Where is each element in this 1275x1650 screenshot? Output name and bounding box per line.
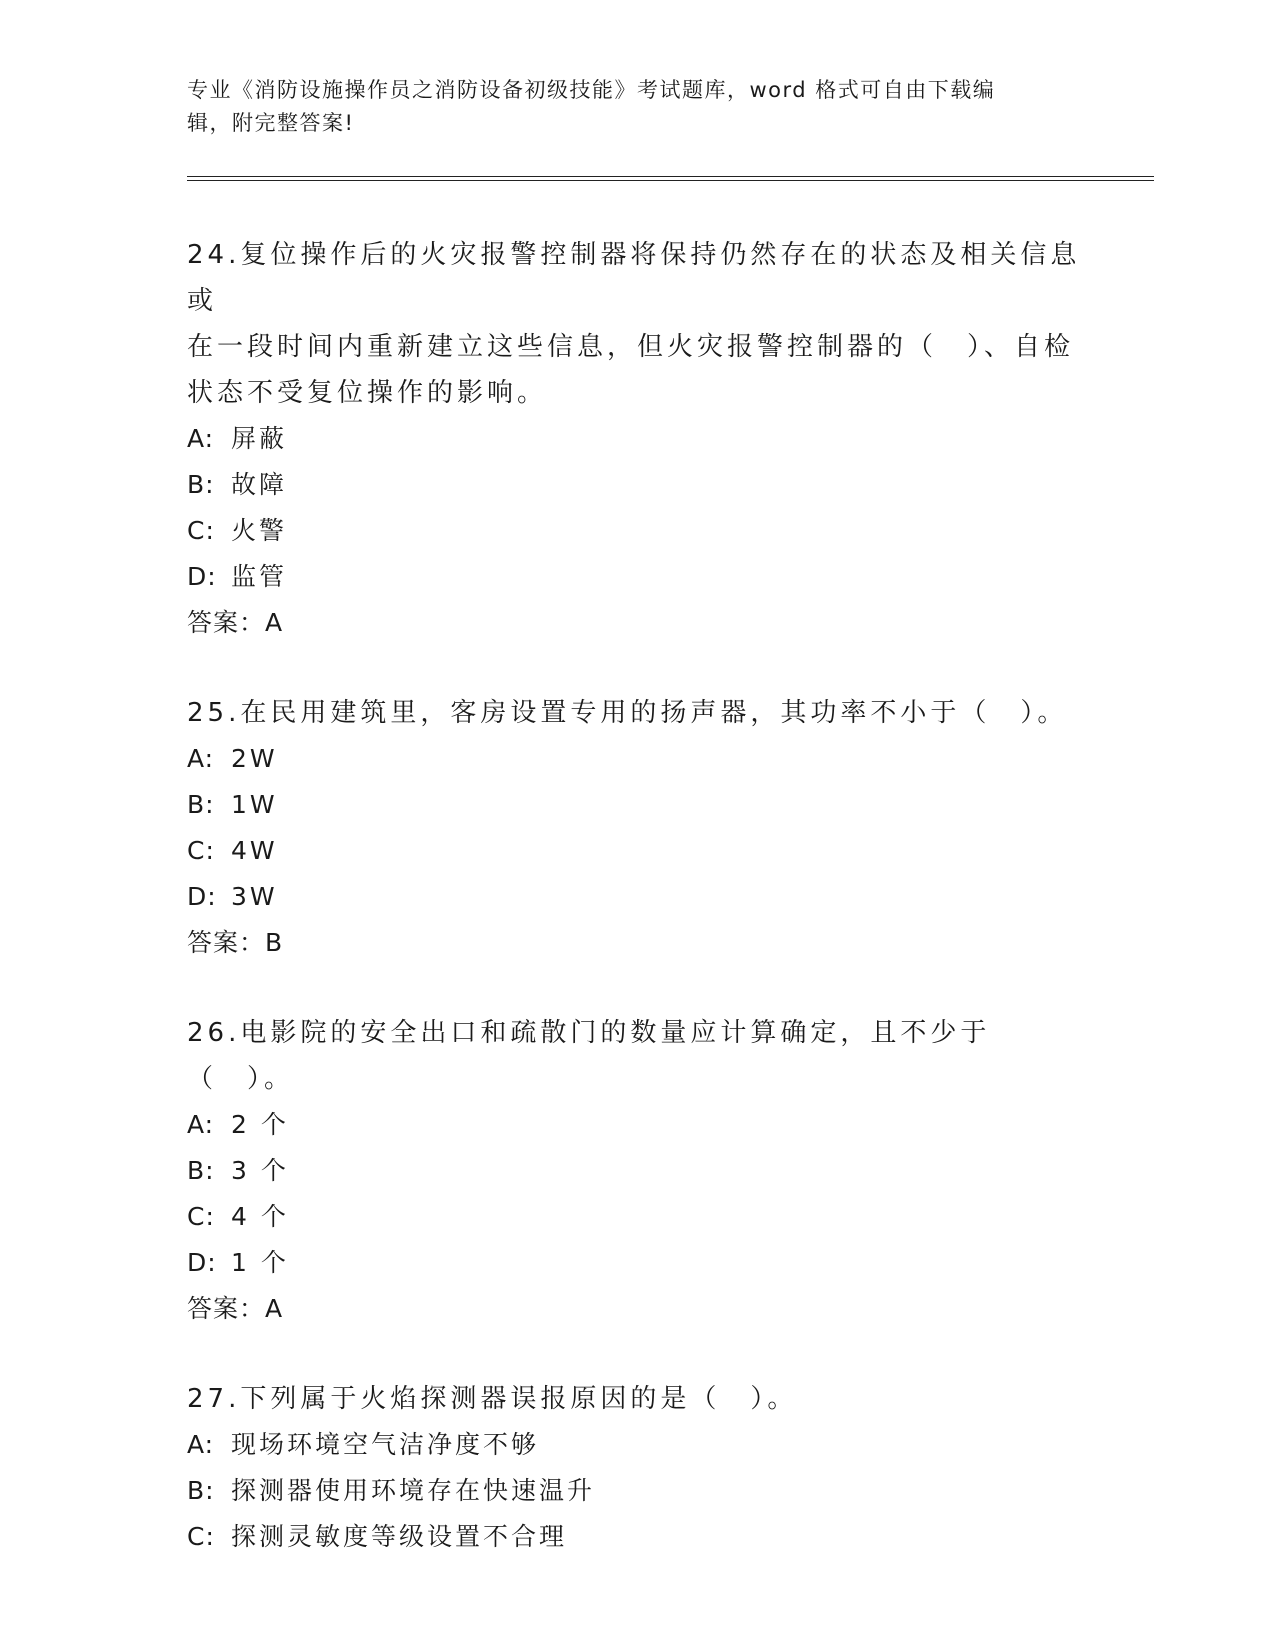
option-letter: D: bbox=[187, 882, 217, 911]
option-letter: B: bbox=[187, 1476, 215, 1505]
answer: 答案：A bbox=[187, 608, 284, 637]
header-line-1: 专业《消防设施操作员之消防设备初级技能》考试题库，word 格式可自由下载编 bbox=[187, 78, 996, 102]
answer: 答案：B bbox=[187, 928, 284, 957]
option-letter: C: bbox=[187, 1522, 215, 1551]
option-letter: B: bbox=[187, 790, 215, 819]
answer: 答案：A bbox=[187, 1294, 284, 1323]
option-text: 1W bbox=[231, 790, 278, 819]
question-24 bbox=[187, 232, 1087, 646]
header-line-2: 辑，附完整答案! bbox=[187, 111, 355, 135]
option-a bbox=[187, 1422, 1087, 1468]
option-letter: A: bbox=[187, 744, 215, 773]
option-b bbox=[187, 1148, 1087, 1194]
question-25 bbox=[187, 690, 1087, 966]
option-c bbox=[187, 1514, 1087, 1560]
option-text: 火警 bbox=[231, 516, 288, 545]
option-letter: D: bbox=[187, 1248, 217, 1277]
option-letter: A: bbox=[187, 1430, 215, 1459]
question-stem-line: 27.下列属于火焰探测器误报原因的是（ ）。 bbox=[187, 1384, 798, 1414]
question-stem-line: 24.复位操作后的火灾报警控制器将保持仍然存在的状态及相关信息或 bbox=[187, 240, 1081, 316]
option-d bbox=[187, 874, 1087, 920]
option-c bbox=[187, 1194, 1087, 1240]
option-letter: B: bbox=[187, 470, 215, 499]
document-header bbox=[187, 74, 1067, 140]
option-a bbox=[187, 416, 1087, 462]
option-text: 4 个 bbox=[231, 1202, 289, 1231]
option-text: 监管 bbox=[231, 562, 288, 591]
option-c bbox=[187, 508, 1087, 554]
option-d bbox=[187, 1240, 1087, 1286]
question-stem-line: 25.在民用建筑里，客房设置专用的扬声器，其功率不小于（ ）。 bbox=[187, 698, 1068, 728]
option-text: 3 个 bbox=[231, 1156, 289, 1185]
option-a bbox=[187, 736, 1087, 782]
option-text: 3W bbox=[231, 882, 278, 911]
option-d bbox=[187, 554, 1087, 600]
header-divider bbox=[187, 176, 1154, 181]
option-letter: B: bbox=[187, 1156, 215, 1185]
option-letter: C: bbox=[187, 516, 215, 545]
option-text: 现场环境空气洁净度不够 bbox=[231, 1430, 540, 1459]
option-b bbox=[187, 462, 1087, 508]
option-text: 2 个 bbox=[231, 1110, 289, 1139]
option-text: 2W bbox=[231, 744, 278, 773]
question-stem-line: 状态不受复位操作的影响。 bbox=[187, 378, 548, 408]
option-letter: A: bbox=[187, 1110, 215, 1139]
option-text: 屏蔽 bbox=[231, 424, 288, 453]
option-text: 4W bbox=[231, 836, 278, 865]
option-letter: C: bbox=[187, 1202, 215, 1231]
option-letter: D: bbox=[187, 562, 217, 591]
option-text: 故障 bbox=[231, 470, 288, 499]
option-text: 1 个 bbox=[231, 1248, 289, 1277]
option-letter: C: bbox=[187, 836, 215, 865]
question-27 bbox=[187, 1376, 1087, 1560]
question-stem-line: 在一段时间内重新建立这些信息，但火灾报警控制器的（ ）、自检 bbox=[187, 332, 1075, 362]
option-text: 探测灵敏度等级设置不合理 bbox=[231, 1522, 568, 1551]
option-c bbox=[187, 828, 1087, 874]
option-text: 探测器使用环境存在快速温升 bbox=[231, 1476, 596, 1505]
option-b bbox=[187, 782, 1087, 828]
option-letter: A: bbox=[187, 424, 215, 453]
option-a bbox=[187, 1102, 1087, 1148]
option-b bbox=[187, 1468, 1087, 1514]
question-26 bbox=[187, 1010, 1087, 1332]
question-list bbox=[187, 232, 1087, 1604]
question-stem-line: 26.电影院的安全出口和疏散门的数量应计算确定，且不少于（ ）。 bbox=[187, 1018, 991, 1094]
